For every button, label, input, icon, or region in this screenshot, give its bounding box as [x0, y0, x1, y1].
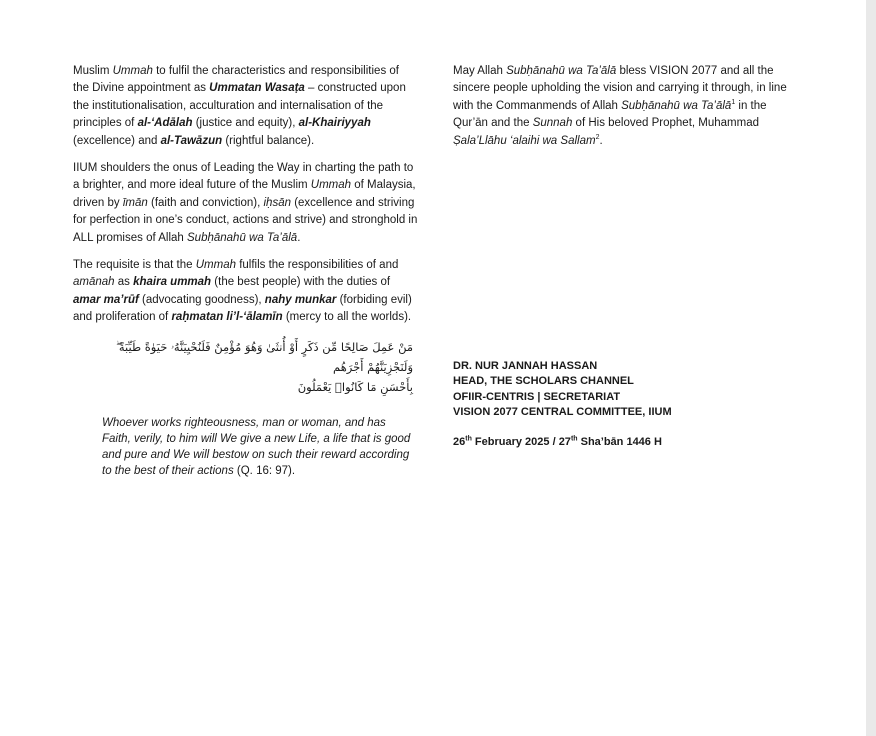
page-edge: [866, 0, 876, 736]
paragraph-blessing: May Allah Subḥānahū wa Ta’ālā bless VISION 2077 and all the sincere people upholding the vision and carrying it through, in line with the Commanmends of Allah Subḥānahū wa Ta’ālā$^1$ in the Qur’ān and the Sunnah of His beloved Prophet, Muhammad Ṣala’Llāhu ‘alaihi wa Sallam$^2$.: [453, 65, 787, 147]
paragraph-iium-leading: IIUM shoulders the onus of Leading the Way in charting the path to a brighter, and more ideal future of the Muslim Ummah of Malaysia, driven by īmān (faith and conviction), iḥsān (excellence and striving for perfection in one’s conduct, actions and strive) and stronghold in ALL promises of Allah Subḥānahū wa Ta’ālā.: [73, 162, 418, 244]
paragraph-requisite: The requisite is that the Ummah fulfils the responsibilities of and amānah as khaira ummah (the best people) with the duties of amar ma’rūf (advocating goodness), nahy munkar (forbiding evil) and proliferation of raḥmatan li’l-‘ālamīn (mercy to all the worlds).: [73, 259, 412, 324]
quran-translation: Whoever works righteousness, man or woman, and has Faith, verily, to him will We give a new Life, a life that is good and pure and We will bestow on such their reward according to the best of their actions (Q. 16: 97).: [102, 416, 411, 477]
signature-block: [453, 359, 672, 421]
arabic-line-1: مَنْ عَمِلَ صَالِحًا مِّن ذَكَرٍ أَوْ أُنثَىٰ وَهُوَ مُؤْمِنٌ فَلَنُحْيِيَنَّهُۥ حَيَوٰةً طَيِّبَةً ۖ وَلَنَجْزِيَنَّهُمْ أَجْرَهُم: [115, 339, 413, 374]
document-date: 26th February 2025 / 27th Sha’bān 1446 H: [453, 435, 662, 448]
signatory-committee: VISION 2077 CENTRAL COMMITTEE, IIUM: [453, 406, 672, 419]
right-column: [453, 63, 803, 160]
left-column: [73, 63, 418, 479]
arabic-line-2: بِأَحْسَنِ مَا كَانُوا۟ يَعْمَلُونَ: [297, 379, 413, 394]
quran-verse-arabic: [73, 337, 418, 397]
signatory-role: HEAD, THE SCHOLARS CHANNEL: [453, 375, 634, 388]
paragraph-ummatan-wasata: Muslim Ummah to fulfil the characteristics and responsibilities of the Divine appointment as Ummatan Wasaṭa – constructed upon the institutionalisation, acculturation and internalisation of the principles of al-‘Adālah (justice and equity), al-Khairiyyah (excellence) and al-Tawāzun (rightful balance).: [73, 65, 406, 147]
quote-reference: (Q. 16: 97).: [233, 464, 296, 477]
signatory-office: OFIIR-CENTRIS | SECRETARIAT: [453, 390, 621, 403]
footnote-1[interactable]: 1: [731, 98, 736, 106]
footnote-2[interactable]: 2: [595, 133, 600, 141]
signatory-name: DR. NUR JANNAH HASSAN: [453, 360, 598, 372]
